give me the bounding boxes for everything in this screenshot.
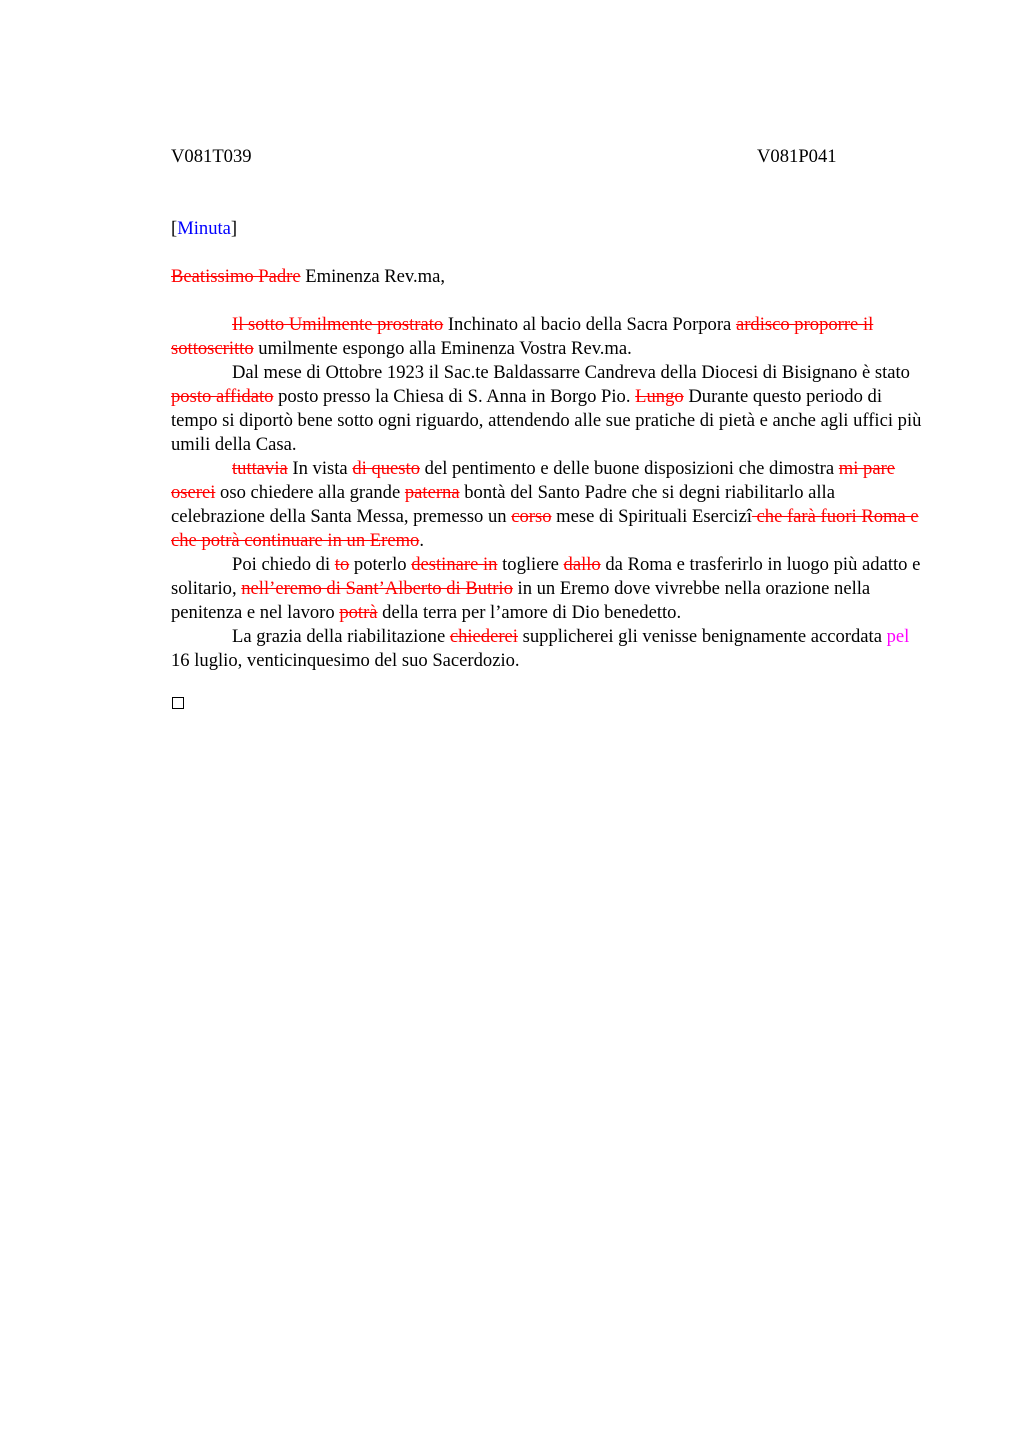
deleted-text: chiederei bbox=[449, 626, 518, 647]
deleted-text: corso bbox=[511, 506, 552, 527]
deleted-text: Il sotto Umilmente prostrato bbox=[232, 314, 444, 335]
paragraph-2 bbox=[171, 361, 931, 457]
deleted-text: paterna bbox=[404, 482, 460, 503]
label-open-bracket: [ bbox=[171, 218, 178, 239]
salutation bbox=[171, 265, 445, 289]
text-run: umilmente espongo alla Eminenza Vostra Rev.ma. bbox=[253, 338, 632, 359]
text-run: Dal mese di Ottobre 1923 il Sac.te Baldassarre Candreva della Diocesi di Bisignano è stato bbox=[232, 362, 910, 383]
text-run: del pentimento e delle buone disposizioni che dimostra bbox=[420, 458, 839, 479]
deleted-text: nell’eremo di Sant’Alberto di Butrio bbox=[241, 578, 513, 599]
deleted-text: Lungo bbox=[635, 386, 684, 407]
deleted-text: potrà bbox=[339, 602, 378, 623]
text-run: togliere bbox=[497, 554, 564, 575]
text-run: bontà del Santo Padre che si degni riabilitarlo alla celebrazione della Santa Messa, premesso un bbox=[171, 482, 835, 527]
deleted-text: dallo bbox=[563, 554, 601, 575]
document-reference-right: V081P041 bbox=[757, 146, 837, 167]
paragraph-4 bbox=[171, 553, 931, 625]
text-run: Durante questo periodo di tempo si diportò bene sotto ogni riguardo, attendendo alle sue pratiche di pietà e anche agli uffici più umili della Casa. bbox=[171, 386, 922, 455]
document-reference-left: V081T039 bbox=[171, 146, 252, 167]
deleted-text: posto affidato bbox=[171, 386, 274, 407]
inserted-text: pel bbox=[886, 626, 910, 647]
text-run: La grazia della riabilitazione bbox=[232, 626, 450, 647]
salutation-text: Eminenza Rev.ma, bbox=[300, 266, 446, 287]
paragraph-3 bbox=[171, 457, 931, 553]
deleted-text: mi pare oserei bbox=[171, 458, 896, 503]
text-run: poterlo bbox=[349, 554, 412, 575]
text-run: supplicherei gli venisse benignamente accordata bbox=[517, 626, 887, 647]
deleted-text: di questo bbox=[352, 458, 420, 479]
text-run: . bbox=[419, 530, 424, 551]
paragraph-5 bbox=[171, 625, 931, 673]
label-close-bracket: ] bbox=[230, 218, 238, 239]
deleted-text: ardisco proporre il sottoscritto bbox=[171, 314, 874, 359]
text-run: della terra per l’amore di Dio benedetto. bbox=[377, 602, 682, 623]
text-run: In vista bbox=[287, 458, 353, 479]
deleted-text: tuttavia bbox=[232, 458, 288, 479]
text-run: in un Eremo dove vivrebbe nella orazione nella penitenza e nel lavoro bbox=[171, 578, 871, 623]
deleted-text: Beatissimo Padre bbox=[171, 266, 301, 287]
letter-body bbox=[171, 313, 931, 673]
text-run: posto presso la Chiesa di S. Anna in Borgo Pio. bbox=[273, 386, 636, 407]
text-run: 16 luglio, venticinquesimo del suo Sacerdozio. bbox=[171, 650, 520, 671]
text-run: Inchinato al bacio della Sacra Porpora bbox=[443, 314, 736, 335]
deleted-text: destinare in bbox=[411, 554, 498, 575]
deleted-text: to bbox=[334, 554, 350, 575]
text-run: Poi chiedo di bbox=[232, 554, 335, 575]
document-type-label bbox=[171, 217, 237, 241]
deleted-text: che farà fuori Roma e che potrà continuare in un Eremo bbox=[171, 506, 919, 551]
text-run: mese di Spirituali Esercizî bbox=[551, 506, 752, 527]
paragraph-1 bbox=[171, 313, 931, 361]
text-run: da Roma e trasferirlo in luogo più adatto e solitario, bbox=[171, 554, 921, 599]
text-run: oso chiedere alla grande bbox=[215, 482, 405, 503]
end-square-icon bbox=[172, 697, 184, 709]
label-text: Minuta bbox=[177, 218, 231, 239]
